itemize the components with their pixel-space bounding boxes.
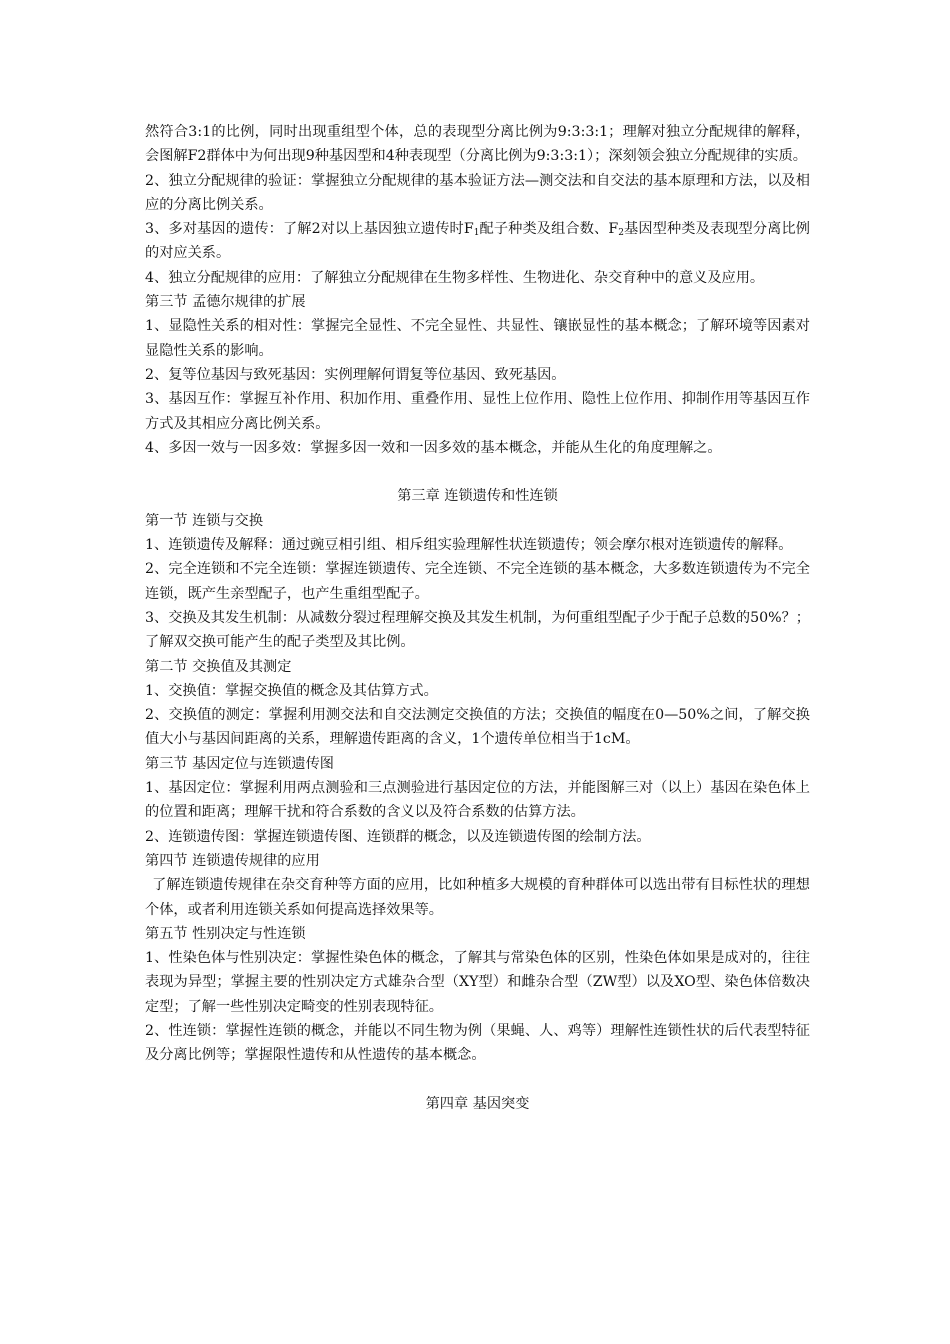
document-page xyxy=(145,120,810,1116)
paragraph: 4、独立分配规律的应用：了解独立分配规律在生物多样性、生物进化、杂交育种中的意义及应用。 xyxy=(145,269,765,286)
paragraph: 2、交换值的测定：掌握利用测交法和自交法测定交换值的方法；交换值的幅度在0—50%之间，了解交换值大小与基因间距离的关系，理解遗传距离的含义，1个遗传单位相当于1cM。 xyxy=(145,707,810,748)
paragraph: 2、复等位基因与致死基因：实例理解何谓复等位基因、致死基因。 xyxy=(145,366,566,383)
paragraph-text: 3、多对基因的遗传：了解2对以上基因独立遗传时F xyxy=(145,221,474,238)
paragraph: 1、交换值：掌握交换值的概念及其估算方式。 xyxy=(145,682,438,699)
section-heading: 第五节 性别决定与性连锁 xyxy=(145,925,306,942)
chapter-title: 第四章 基因突变 xyxy=(425,1095,530,1112)
paragraph: 4、多因一效与一因多效：掌握多因一效和一因多效的基本概念，并能从生化的角度理解之。 xyxy=(145,439,722,456)
blank-line xyxy=(145,460,810,484)
paragraph-text: 配子种类及组合数、F xyxy=(479,221,619,238)
paragraph: 1、连锁遗传及解释：通过豌豆相引组、相斥组实验理解性状连锁遗传；领会摩尔根对连锁遗传的解释。 xyxy=(145,537,793,554)
paragraph: 2、独立分配规律的验证：掌握独立分配规律的基本验证方法—测交法和自交法的基本原理和方法，以及相应的分离比例关系。 xyxy=(145,172,810,213)
chapter-title: 第三章 连锁遗传和性连锁 xyxy=(397,488,558,505)
paragraph: 2、连锁遗传图：掌握连锁遗传图、连锁群的概念，以及连锁遗传图的绘制方法。 xyxy=(145,828,651,845)
blank-line xyxy=(145,1068,810,1092)
paragraph: 2、性连锁：掌握性连锁的概念，并能以不同生物为例（果蝇、人、鸡等）理解性连锁性状的后代表型特征及分离比例等；掌握限性遗传和从性遗传的基本概念。 xyxy=(145,1022,810,1064)
paragraph: 然符合3:1的比例，同时出现重组型个体，总的表现型分离比例为9:3:3:1；理解对独立分配规律的解释，会图解F2群体中为何出现9种基因型和4种表现型（分离比例为9:3:3:1）；深刻领会独立分配规律的实质。 xyxy=(145,124,810,165)
paragraph xyxy=(145,217,810,266)
paragraph: 1、显隐性关系的相对性：掌握完全显性、不完全显性、共显性、镶嵌显性的基本概念；了解环境等因素对显隐性关系的影响。 xyxy=(145,318,810,359)
paragraph: 1、基因定位：掌握利用两点测验和三点测验进行基因定位的方法，并能图解三对（以上）基因在染色体上的位置和距离；理解干扰和符合系数的含义以及符合系数的估算方法。 xyxy=(145,780,810,821)
paragraph: 3、基因互作：掌握互补作用、积加作用、重叠作用、显性上位作用、隐性上位作用、抑制作用等基因互作方式及其相应分离比例关系。 xyxy=(145,391,810,432)
paragraph: 2、完全连锁和不完全连锁：掌握连锁遗传、完全连锁、不完全连锁的基本概念，大多数连锁遗传为不完全连锁，既产生亲型配子，也产生重组型配子。 xyxy=(145,561,810,602)
section-heading: 第三节 孟德尔规律的扩展 xyxy=(145,294,306,311)
paragraph: 1、性染色体与性别决定：掌握性染色体的概念，了解其与常染色体的区别，性染色体如果是成对的，往往表现为异型；掌握主要的性别决定方式雄杂合型（XY型）和雌杂合型（ZW型）以及XO型、染色体倍数决定型；了解一些性别决定畸变的性别表现特征。 xyxy=(145,950,810,1015)
paragraph-text: 基因型种类及表现型分离比例的对应关系。 xyxy=(145,221,810,262)
paragraph: 了解连锁遗传规律在杂交育种等方面的应用，比如种植多大规模的育种群体可以选出带有目标性状的理想个体，或者利用连锁关系如何提高选择效果等。 xyxy=(145,877,810,918)
section-heading: 第一节 连锁与交换 xyxy=(145,512,264,529)
subscript: 1 xyxy=(473,228,480,239)
paragraph: 3、交换及其发生机制：从减数分裂过程理解交换及其发生机制，为何重组型配子少于配子总数的50%？；了解双交换可能产生的配子类型及其比例。 xyxy=(145,609,810,651)
section-heading: 第二节 交换值及其测定 xyxy=(145,658,292,675)
section-heading: 第四节 连锁遗传规律的应用 xyxy=(145,852,320,869)
section-heading: 第三节 基因定位与连锁遗传图 xyxy=(145,755,334,772)
subscript: 2 xyxy=(618,228,624,239)
